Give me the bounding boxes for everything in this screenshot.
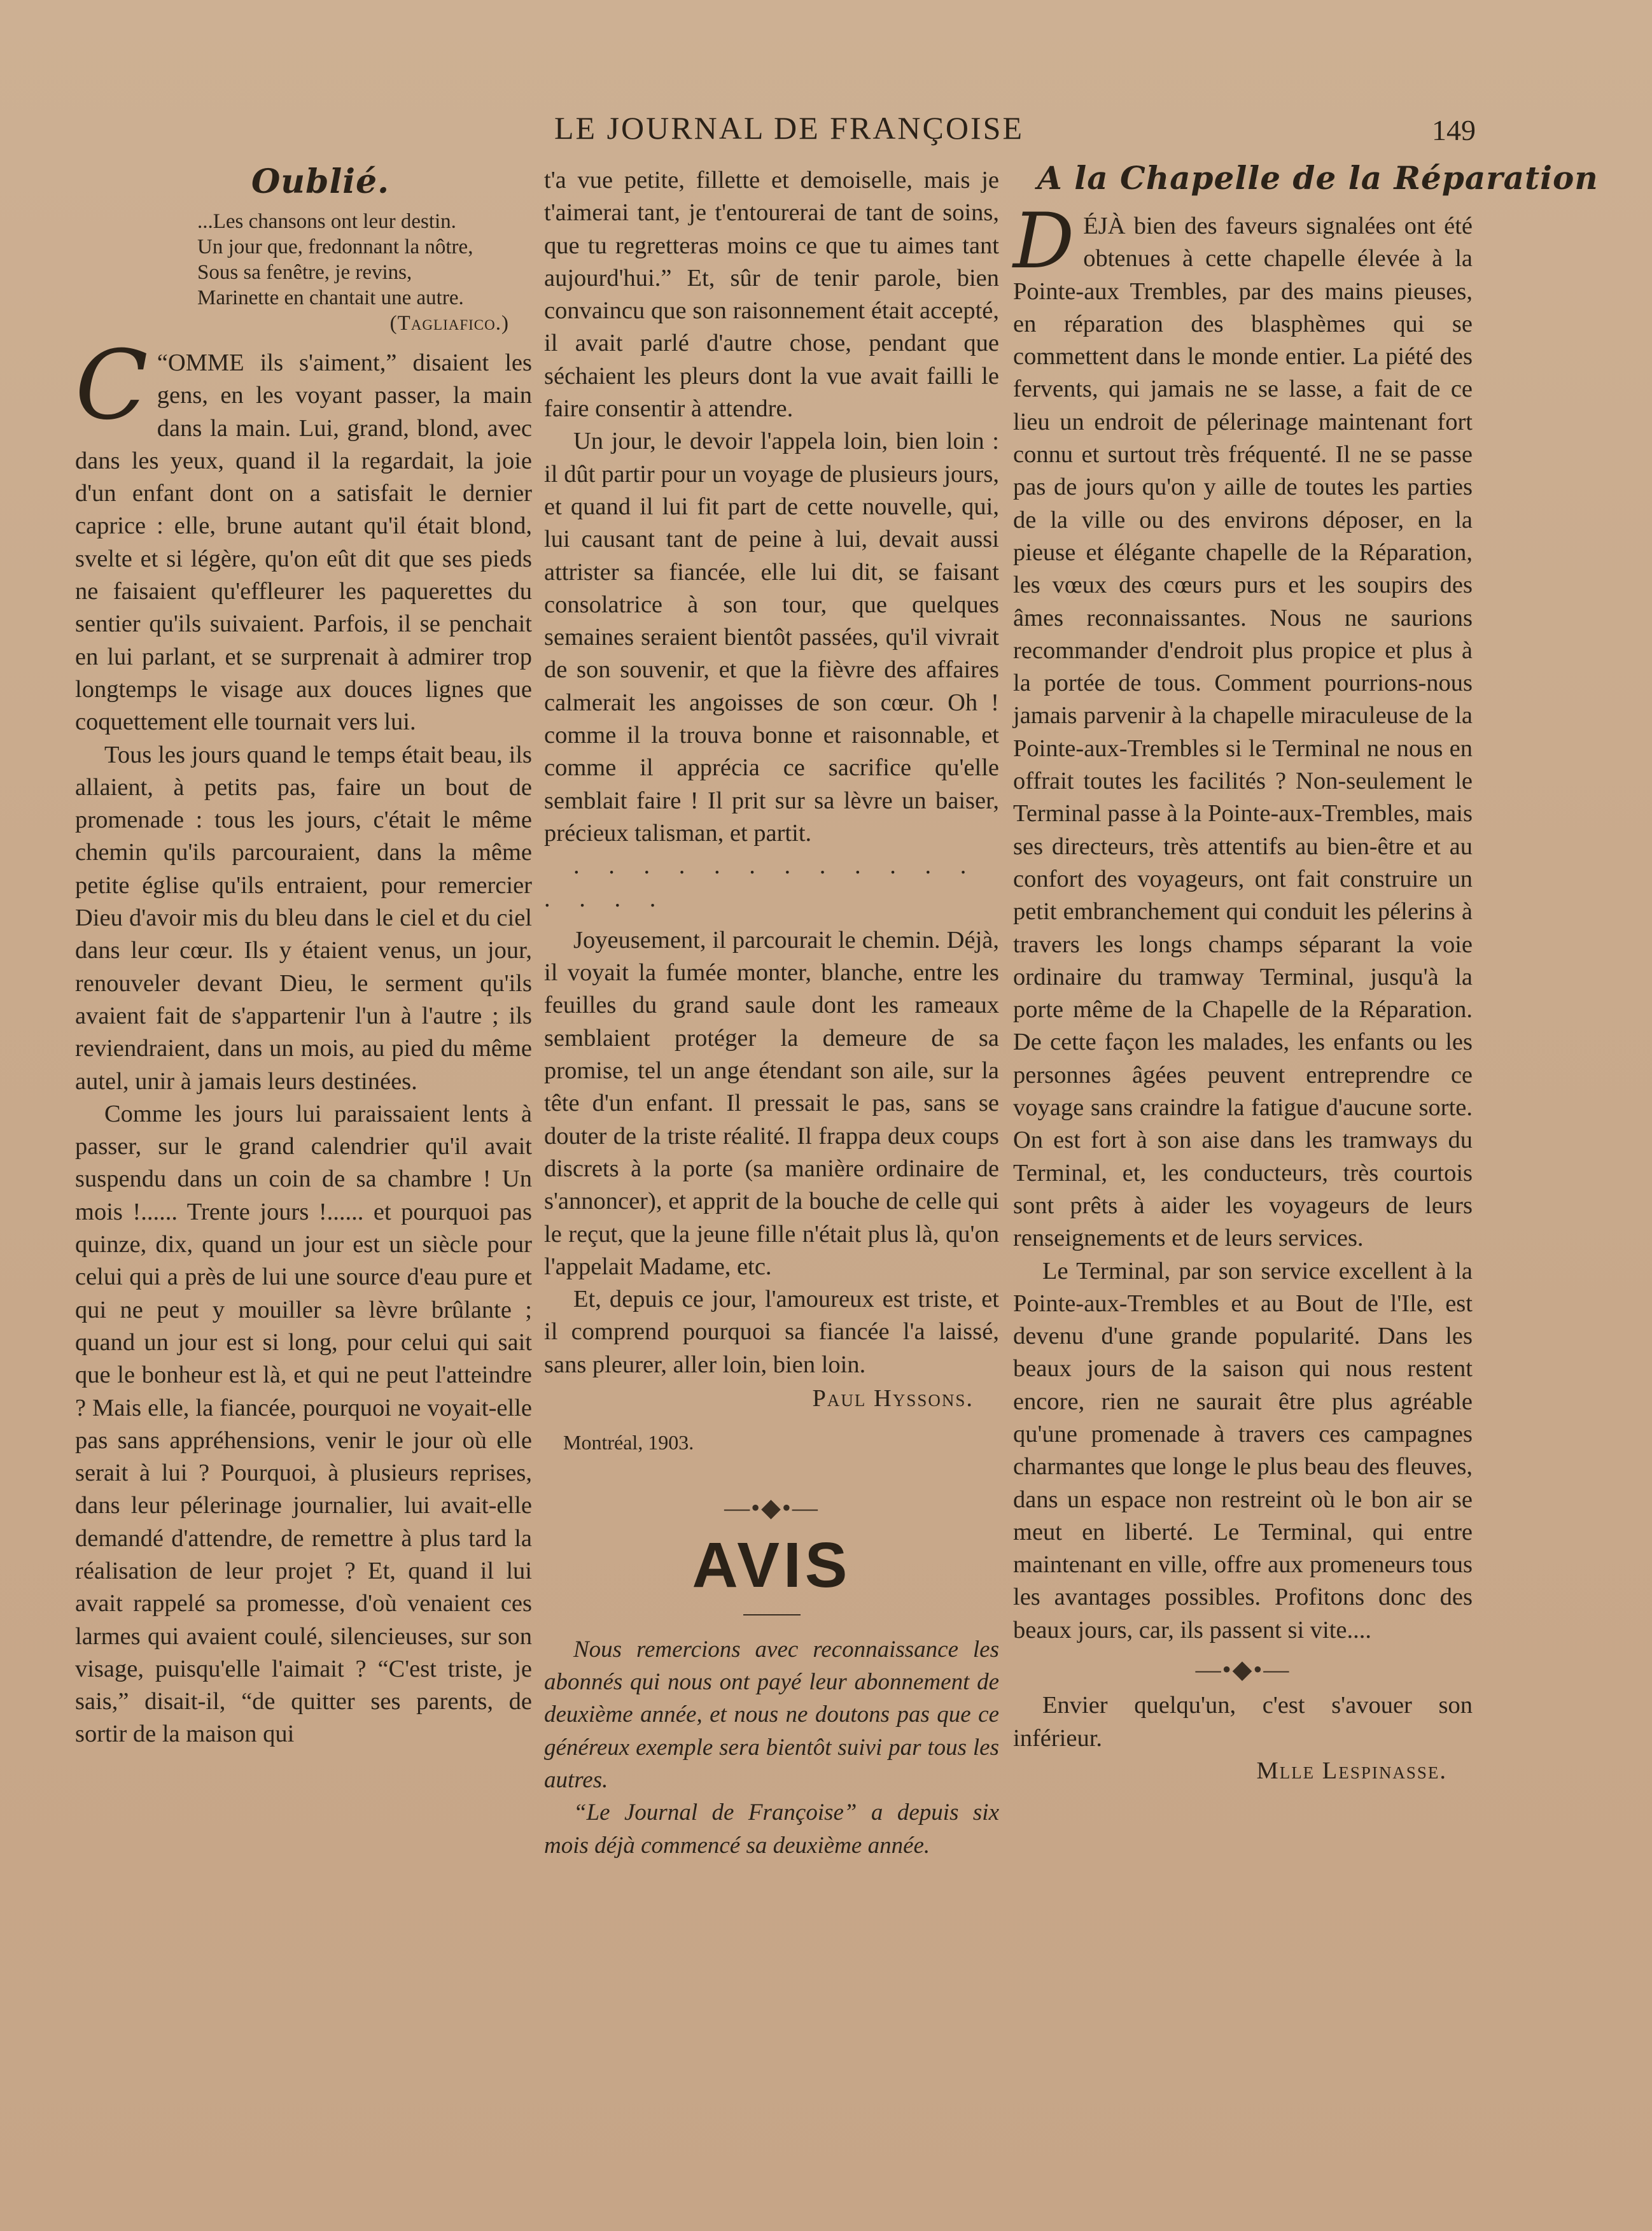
epigraph-line: Un jour que, fredonnant la nôtre, bbox=[197, 236, 473, 258]
chapelle-signature: Mlle Lespinasse. bbox=[1256, 1757, 1447, 1784]
oublie-signature: Paul Hyssons. bbox=[812, 1384, 974, 1412]
place-date: Montréal, 1903. bbox=[563, 1431, 694, 1454]
epigraph-line: ...Les chansons ont leur destin. bbox=[197, 210, 456, 233]
open-quote: “ bbox=[157, 349, 168, 376]
chapelle-paragraph: DÉJÀ bien des faveurs signalées ont été obtenues à cette chapelle élevée à la Pointe-aux Trembles, par des mains pieuses, en réparation des blasphèmes qui se commettent dans le monde entier. La piété des fervents, qui jamais ne se lasse, a fait de ce lieu un endroit de pélerinage maintenant fort connu et surtout très fréquenté. Il ne se passe pas de jours qu'on y aille de toutes les parties de la ville ou des environs déposer, en la pieuse et élégante chapelle de la Réparation, les vœux des cœurs purs et les soupirs des âmes reconnaissantes. Nous ne saurions recommander d'endroit plus propice et plus à la portée de tous. Comment pourrions-nous jamais parvenir à la chapelle miraculeuse de la Pointe-aux-Trembles si le Terminal ne nous en offrait toutes les facilités ? Non-seulement le Terminal passe à la Pointe-aux-Trembles, mais ses directeurs, très attentifs au bien-être et au confort des voyageurs, ont fait construire un petit embranchement qui conduit les pélerins à travers les longs champs séparant la voie ordinaire du tramway Terminal, jusqu'à la porte même de la Chapelle de la Réparation. De cette façon les malades, les enfants ou les personnes âgées peuvent entreprendre ce voyage sans craindre la fatigue d'aucune sorte. On est fort à son aise dans les tramways du Terminal, et, les conducteurs, très courtois sont prêts à aider les voyageurs de leurs renseignements et de leurs services. bbox=[1013, 197, 1473, 1252]
ornament-divider: —•◆•— bbox=[1195, 1655, 1291, 1684]
oublie-paragraph: Joyeusement, il parcourait le chemin. Déjà, il voyait la fumée monter, blanche, entre les feuilles du grand saule dont les rameaux semblaient protéger la demeure de sa promise, tel un ange étendant son aile, sur la tête d'un enfant. Il pressait le pas, sans se douter de la triste réalité. Il frappa deux coups discrets à la porte (sa manière ordinaire de s'annoncer), et apprit de la bouche de celle qui le reçut, que la jeune fille n'était plus là, qu'on l'appelait Madame, etc. bbox=[544, 926, 999, 1280]
avis-title: AVIS bbox=[692, 1529, 851, 1601]
dropcap-c: C bbox=[75, 330, 148, 441]
avis-paragraph: “Le Journal de Françoise” a depuis six mois déjà commencé sa deuxième année. bbox=[544, 1799, 999, 1859]
epigraph-line: Marinette en chantait une autre. bbox=[197, 286, 464, 309]
avis-paragraph: Nous remercions avec reconnaissance les abonnés qui nous ont payé leur abonnement de deuxième année, et nous ne doutons pas que ce généreux exemple sera bientôt suivi par tous les autres. bbox=[544, 1636, 999, 1794]
oublie-paragraph: “ C OMME ils s'aiment,” disaient les gens, en les voyant passer, la main dans la main. Lui, grand, blond, avec dans les yeux, quand il la regardait, la joie d'un enfant dont on a satisfait le dernier caprice : elle, brune autant qu'il était blond, svelte et si légère, qu'on eût dit que ses pieds ne faisaient qu'effleurer les paquerettes du sentier qu'ils suivaient. Parfois, il se penchait en lui parlant, et se surprenait à admirer trop longtemps le visage aux douces lignes que coquettement elle tournait vers lui. bbox=[75, 330, 532, 736]
column-1 bbox=[75, 330, 532, 1751]
epigraph-line: Sous sa fenêtre, je revins, bbox=[197, 261, 412, 284]
journal-header-title: LE JOURNAL DE FRANÇOISE bbox=[554, 110, 1024, 146]
oublie-paragraph: t'a vue petite, fillette et demoiselle, mais je t'aimerai tant, je t'entourerai de tant de soins, que tu regretteras moins ce que tu aimes tant aujourd'hui.” Et, sûr de tenir parole, bien convaincu que son raisonnement était accepté, il avait parlé d'autre chose, pendant que séchaient les pleurs dont la vue avait failli le faire consentir à attendre. bbox=[544, 167, 999, 423]
epigraph-attribution: (Tagliafico.) bbox=[389, 312, 509, 335]
column-3 bbox=[1013, 197, 1473, 1787]
ornament-divider: —•◆•— bbox=[724, 1493, 819, 1522]
page-number: 149 bbox=[1432, 114, 1476, 146]
oublie-paragraph: Et, depuis ce jour, l'amoureux est triste, et il comprend pourquoi sa fiancée l'a laissé, sans pleurer, aller loin, bien loin. bbox=[544, 1286, 999, 1378]
oublie-paragraph: Tous les jours quand le temps était beau, ils allaient, à petits pas, faire un bout de promenade : tous les jours, c'était le même chemin qu'ils parcouraient, dans la même petite église qu'ils entraient, pour remercier Dieu d'avoir mis du bleu dans le ciel et du ciel dans leur cœur. Ils y étaient venus, un jour, renouveler devant Dieu, le serment qu'ils avaient fait de s'appartenir l'un à l'autre ; ils reviendraient, dans un mois, au pied du même autel, unir à jamais leurs destinées. bbox=[75, 741, 532, 1095]
oublie-title: Oublié. bbox=[251, 162, 390, 201]
oublie-paragraph: Comme les jours lui paraissaient lents à passer, sur le grand calendrier qu'il avait suspendu dans un coin de sa chambre ! Un mois !...... Trente jours !...... et pourquoi pas quinze, dix, quand un jour est un siècle pour celui qui a près de lui une source d'eau pure et qui ne peut y mouiller sa lèvre brûlante ; quand un jour est si long, pour celui qui sait que le bonheur est là, et qui ne peut l'atteindre ? Mais elle, la fiancée, pourquoi ne voyait-elle pas sans appréhensions, venir le jour où elle serait à lui ? Pourquoi, à plusieurs reprises, dans leur pélerinage journalier, lui avait-elle demandé d'attendre, de remettre à plus tard la réalisation de leur projet ? Et, quand il lui avait rappelé sa promesse, d'où venaient ces larmes qui avaient coulé, silencieuses, sur son visage, puisqu'elle l'aimait ? “C'est triste, je sais,” disait-il, “de quitter ses parents, de sortir de la maison qui bbox=[75, 1100, 532, 1748]
chapelle-paragraph: Le Terminal, par son service excellent à la Pointe-aux-Trembles et au Bout de l'Ile, est devenu d'une grande popularité. Dans les beaux jours de la saison qui nous restent encore, rien ne saurait être plus agréable qu'une promenade à travers ces campagnes charmantes que longe le plus beau des fleuves, dans un espace non restreint où le bon air se meut en liberté. Le Terminal, qui entre maintenant en ville, offre aux promeneurs tous les avantages possibles. Profitons donc des beaux jours, car, ils passent si vite.... bbox=[1013, 1257, 1473, 1643]
ellipsis-divider: . . . . . . . . . . . . . . . . bbox=[544, 852, 978, 912]
rule bbox=[743, 1614, 801, 1615]
chapelle-title: A la Chapelle de la Réparation bbox=[1037, 159, 1599, 197]
dropcap-d: D bbox=[1013, 197, 1075, 286]
oublie-paragraph: Un jour, le devoir l'appela loin, bien loin : il dût partir pour un voyage de plusieurs jours, et quand il lui fit part de cette nouvelle, qui, lui causant tant de peine à lui, devait aussi attrister sa fiancée, elle lui dit, se faisant consolatrice à son tour, que quelques semaines seraient bientôt passées, qu'il vivrait de son souvenir, et que la fièvre des affaires calmerait les angoisses de son cœur. Oh ! comme il la trouva bonne et raisonnable, et comme il apprécia ce sacrifice qu'elle semblait faire ! Il prit sur sa lèvre un baiser, précieux talisman, et partit. bbox=[544, 428, 999, 847]
maxim-paragraph: Envier quelqu'un, c'est s'avouer son inférieur. bbox=[1013, 1692, 1473, 1752]
oublie-epigraph bbox=[197, 209, 528, 336]
column-2 bbox=[544, 164, 999, 1862]
